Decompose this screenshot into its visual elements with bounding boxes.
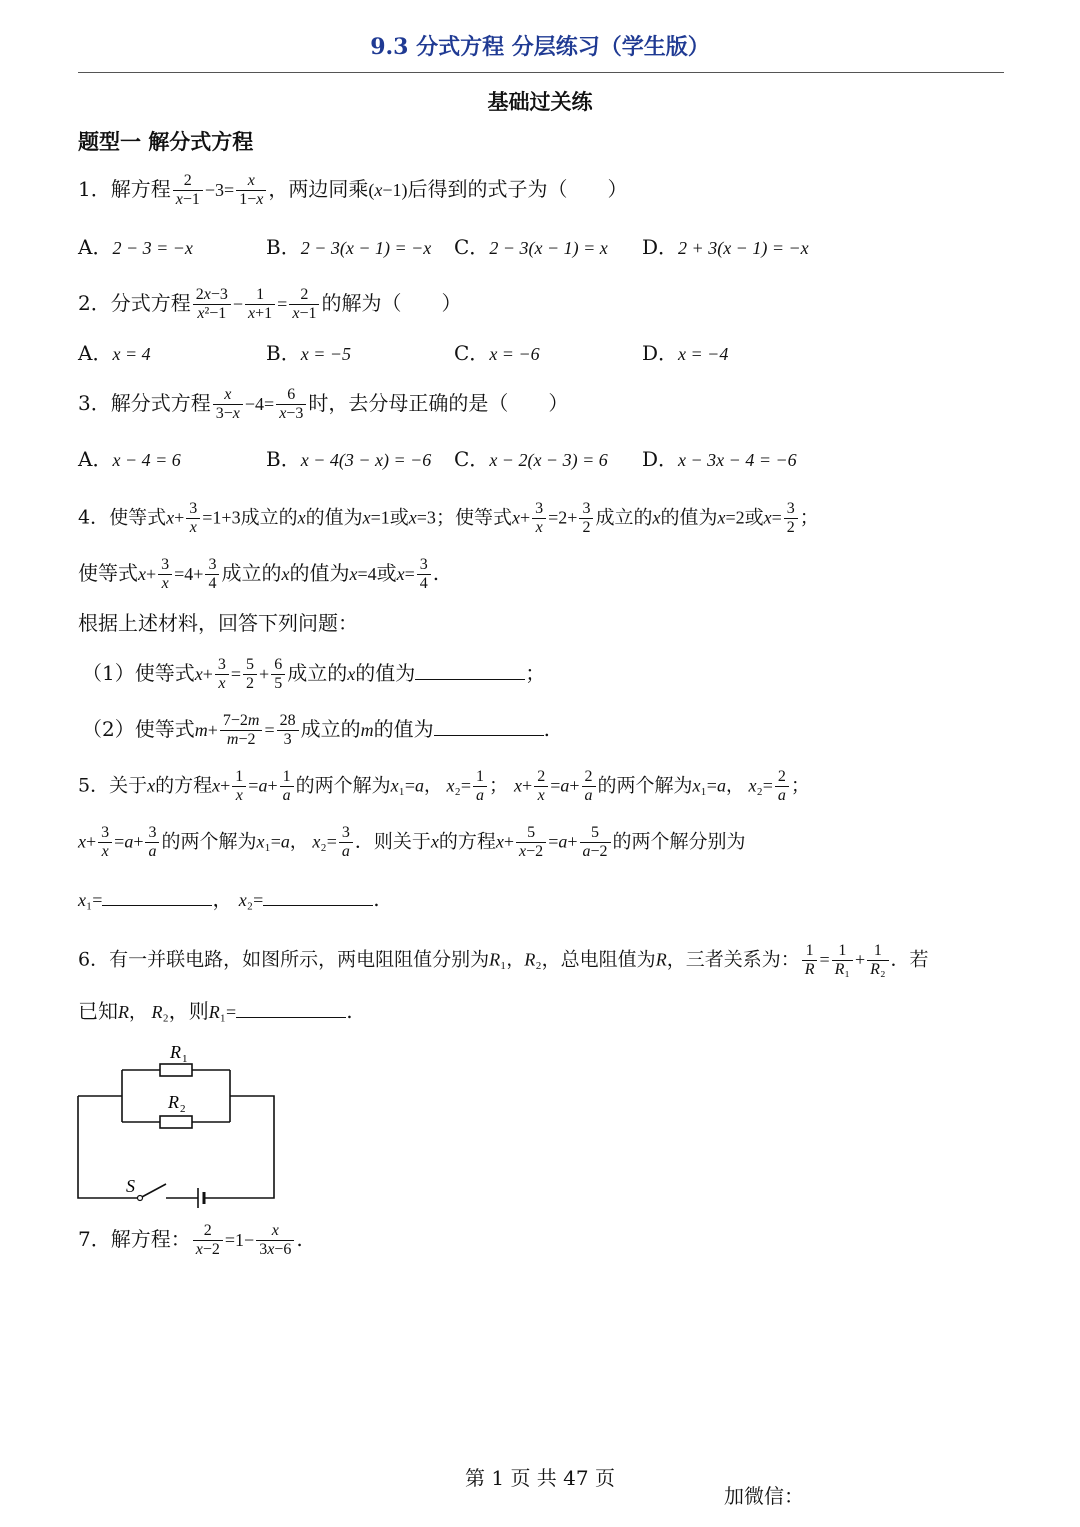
fraction: $\frac{3}{a}$ (145, 824, 159, 861)
wechat-note: 加微信： (724, 1484, 804, 1508)
q2-option-a[interactable]: A．x = 4 (78, 341, 151, 365)
fraction: $\frac{7-2m}{m-2}$ (220, 712, 263, 749)
question-2: 2．分式方程 $\frac{2x-3}{\text{x²−1}}$ − $\frac{1}{x+1}$ = $\frac{2}{x-1}$ 的解为（ ） (78, 286, 462, 322)
r1-label: R (170, 1042, 181, 1062)
question-6-line-2: 已知R， R₂，则R₁= . (78, 999, 353, 1023)
fraction: $\frac{3}{4}$ (205, 556, 219, 593)
fraction: $\frac{2}{a}$ (582, 768, 596, 805)
fraction: $\frac{3}{x}$ (98, 824, 112, 861)
fraction: $\frac{3}{2}$ (579, 500, 593, 537)
answer-blank[interactable] (434, 717, 544, 736)
page-title: 9.3 分式方程 分层练习（学生版） (370, 34, 710, 60)
fraction: $\frac{2}{x-1}$ (289, 286, 319, 323)
fraction: $\frac{2}{a}$ (775, 768, 789, 805)
question-5-line-1: 5．关于x的方程x+ $\frac{1}{x}$ =a+ $\frac{1}{a}$ 的两个解为x₁=a， x₂= $\frac{1}{a}$ ； x+ $\frac{2}{x}$ =a+ $\frac{2}{a}$ 的两个解为x₁=a， x₂= $\frac{2}{a}$ ； (78, 768, 810, 804)
parallel-circuit-diagram (70, 1036, 290, 1208)
r1-subscript: 1 (182, 1053, 188, 1065)
fraction: $\frac{3}{4}$ (417, 556, 431, 593)
title-divider (78, 72, 1004, 73)
fraction: $\frac{2x-3}{\text{x²−1}}$ (193, 286, 231, 323)
fraction: $\frac{6}{5}$ (271, 656, 285, 693)
question-type-heading: 题型一 解分式方程 (78, 129, 254, 154)
fraction: $\frac{2}{x-1}$ (173, 172, 203, 209)
switch-contact-icon (138, 1196, 143, 1201)
fraction: $\frac{x}{3x-6}$ (256, 1222, 294, 1259)
question-5-line-2: x+ $\frac{3}{x}$ =a+ $\frac{3}{a}$ 的两个解为x₁=a， x₂= $\frac{3}{a}$ ．则关于x的方程x+ $\frac{5}{x-2}$ =a+ $\frac{5}{a-2}$ 的两个解分别为 (78, 824, 746, 860)
question-7: 7．解方程： $\frac{2}{x-2}$ =1− $\frac{x}{3x-6}$ . (78, 1222, 303, 1258)
r2-subscript: 2 (180, 1103, 186, 1115)
switch-blade-icon (140, 1184, 166, 1198)
question-6-line-1: 6．有一并联电路，如图所示，两电阻阻值分别为R₁，R₂，总电阻值为R，三者关系为： $\frac{1}{R}$ = $\frac{1}{\text{R₁}}$ + $\frac{1}{\text{R₂}}$ ．若 (78, 942, 929, 978)
fraction: $\frac{1}{\text{R₁}}$ (832, 942, 853, 979)
q1-option-c[interactable]: C．2 − 3(x − 1) = x (454, 235, 608, 259)
answer-blank[interactable] (263, 887, 373, 906)
q1-option-b[interactable]: B．2 − 3(x − 1) = −x (266, 235, 432, 259)
fraction: $\frac{1}{\text{R₂}}$ (867, 942, 888, 979)
wire-right (204, 1096, 274, 1198)
fraction: $\frac{3}{x}$ (158, 556, 172, 593)
fraction: $\frac{3}{a}$ (339, 824, 353, 861)
fraction: $\frac{1}{R}$ (802, 942, 818, 979)
question-5-answers: x₁= ， x₂= . (78, 887, 380, 911)
answer-blank[interactable] (102, 887, 212, 906)
q2-option-b[interactable]: B．x = −5 (266, 341, 351, 365)
question-4-line-1: 4．使等式x+ $\frac{3}{x}$ =1+3成立的x的值为x=1或x=3；使等式x+ $\frac{3}{x}$ =2+ $\frac{3}{2}$ 成立的x的值为x=2或x= $\frac{3}{2}$ ； (78, 500, 819, 536)
page-number: 第 1 页 共 47 页 (465, 1466, 615, 1490)
fraction: $\frac{1}{a}$ (280, 768, 294, 805)
fraction: $\frac{28}{3}$ (277, 712, 299, 749)
answer-blank[interactable] (415, 661, 525, 680)
q2-option-d[interactable]: D．x = −4 (642, 341, 729, 365)
q1-option-a[interactable]: A．2 − 3 = −x (78, 235, 193, 259)
fraction: $\frac{2}{x-2}$ (193, 1222, 223, 1259)
section-subtitle: 基础过关练 (487, 89, 593, 114)
q2-option-c[interactable]: C．x = −6 (454, 341, 540, 365)
fraction: $\frac{3}{x}$ (186, 500, 200, 537)
fraction: $\frac{5}{2}$ (243, 656, 257, 693)
fraction: $\frac{1}{a}$ (473, 768, 487, 805)
fraction: $\frac{3}{2}$ (784, 500, 798, 537)
answer-blank[interactable] (236, 999, 346, 1018)
q3-option-b[interactable]: B．x − 4(3 − x) = −6 (266, 447, 432, 471)
question-4-intro: 根据上述材料，回答下列问题： (78, 611, 358, 635)
question-4-part-2: （2）使等式m+ $\frac{7-2m}{m-2}$ = $\frac{28}{3}$ 成立的m的值为 . (82, 712, 550, 748)
q3-option-c[interactable]: C．x − 2(x − 3) = 6 (454, 447, 608, 471)
question-3: 3．解分式方程 $\frac{x}{3-x}$ −4= $\frac{6}{x-3}$ 时，去分母正确的是（ ） (78, 386, 569, 422)
r2-label: R (168, 1092, 179, 1112)
fraction: $\frac{2}{x}$ (534, 768, 548, 805)
resistor-r1-icon (160, 1064, 192, 1076)
resistor-r2-icon (160, 1116, 192, 1128)
q3-option-d[interactable]: D．x − 3x − 4 = −6 (642, 447, 797, 471)
fraction: $\frac{6}{x-3}$ (276, 386, 306, 423)
fraction: $\frac{1}{x+1}$ (245, 286, 275, 323)
question-1: 1．解方程 $\frac{2}{x-1}$ −3= $\frac{x}{1-x}$ ，两边同乘(x−1)后得到的式子为（ ） (78, 172, 628, 208)
fraction: $\frac{x}{1-x}$ (236, 172, 266, 209)
switch-label: S (126, 1176, 135, 1196)
q1-option-d[interactable]: D．2 + 3(x − 1) = −x (642, 235, 809, 259)
fraction: $\frac{5}{a-2}$ (580, 824, 611, 861)
fraction: $\frac{x}{3-x}$ (213, 386, 243, 423)
question-4-part-1: （1）使等式x+ $\frac{3}{x}$ = $\frac{5}{2}$ + $\frac{6}{5}$ 成立的x的值为 ； (82, 656, 546, 692)
fraction: $\frac{3}{x}$ (532, 500, 546, 537)
fraction: $\frac{1}{x}$ (232, 768, 246, 805)
fraction: $\frac{3}{x}$ (215, 656, 229, 693)
q3-option-a[interactable]: A．x − 4 = 6 (78, 447, 181, 471)
fraction: $\frac{5}{x-2}$ (516, 824, 546, 861)
question-4-line-2: 使等式x+ $\frac{3}{x}$ =4+ $\frac{3}{4}$ 成立的x的值为x=4或x= $\frac{3}{4}$ . (78, 556, 440, 592)
